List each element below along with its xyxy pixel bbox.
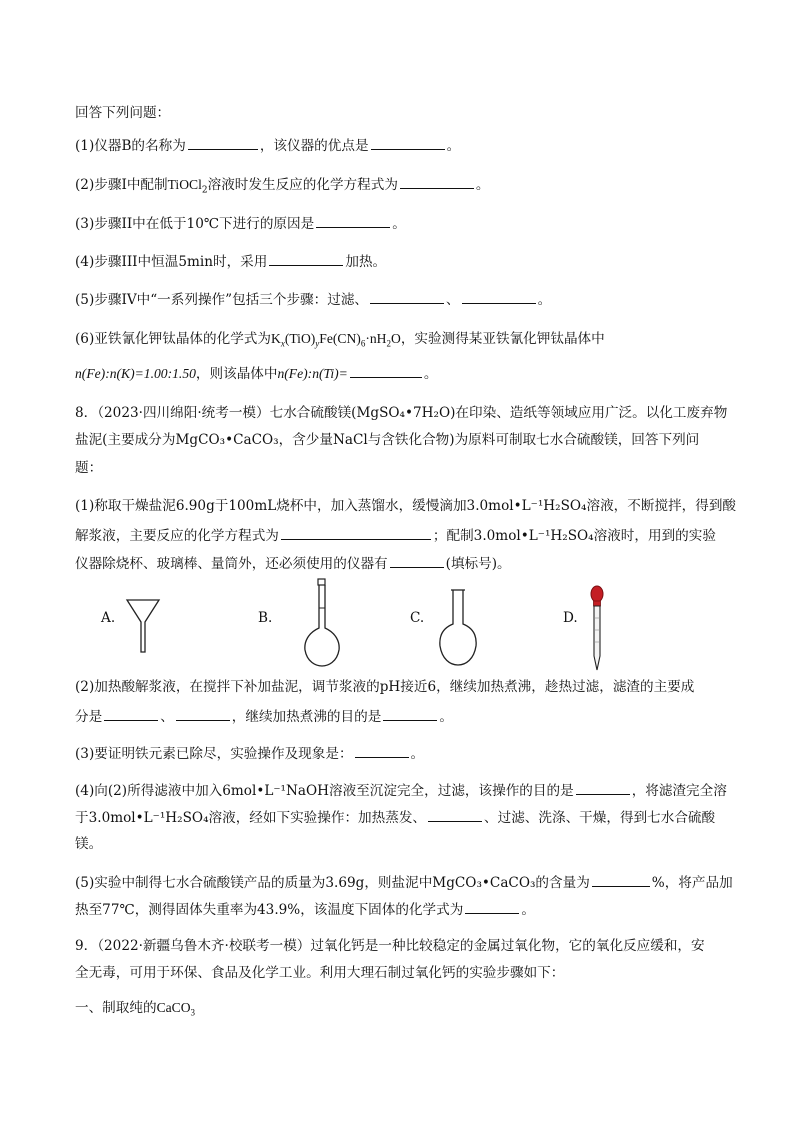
- q7-part3: (3)步骤II中在低于10℃下进行的原因是 。: [75, 213, 406, 233]
- answer-blank[interactable]: [188, 135, 258, 150]
- answer-blank[interactable]: [576, 780, 630, 795]
- answer-blank[interactable]: [316, 213, 390, 228]
- q8-part5-line1: (5)实验中制得七水合硫酸镁产品的质量为3.69g，则盐泥中MgCO₃•CaCO₃的含量为 %，将产品加: [75, 872, 733, 892]
- q7-part5: (5)步骤IV中“一系列操作”包括三个步骤：过滤、 、 。: [75, 289, 551, 309]
- answer-blank[interactable]: [104, 706, 158, 721]
- q8-part5-line2: 热至77℃，测得固体失重率为43.9%，该温度下固体的化学式为 。: [75, 899, 535, 919]
- answer-blank[interactable]: [462, 289, 536, 304]
- answer-blank[interactable]: [370, 289, 444, 304]
- q8-stem-line2: 盐泥(主要成分为MgCO₃•CaCO₃，含少量NaCl与含铁化合物)为原料可制取七水合硫酸镁，回答下列问: [75, 432, 700, 448]
- q7-part1: (1)仪器B的名称为 ，该仪器的优点是 。: [75, 135, 460, 155]
- answer-blank[interactable]: [428, 807, 482, 822]
- q9-stem-line2: 全无毒，可用于环保、食品及化学工业。利用大理石制过氧化钙的实验步骤如下：: [75, 965, 565, 981]
- answer-blank[interactable]: [269, 251, 343, 266]
- document-page: 回答下列问题： (1)仪器B的名称为 ，该仪器的优点是 。 (2)步骤I中配制TiOCl$_2$溶液时发生反应的化学方程式为 。 (3)步骤II中在低于10℃下进行的原因是 。 (4)步骤III中恒温5min时，采用 加热。 (5)步骤IV中“一系列操作”包括三个步骤：过滤、 、 。 (6)亚铁氰化钾钛晶体的化学式为$K_x(TiO)_yFe(CN)_6\cdot nH_2O$，实验测得某亚铁氰化钾钛晶体中 n(Fe):n(K)=1.00:1.50，则该晶体中n(Fe):n(Ti)= 。 8．（2023·四川绵阳·统考一模）七水合硫酸镁(MgSO₄•7H₂O)在印染、造纸等领域应用广泛。以化工废弃物 盐泥(主要成分为MgCO₃•CaCO₃，含少量NaCl与含铁化合物)为原料可制取七水合硫酸镁，回答下列问 题： (1)称取干燥盐泥6.90g于100mL烧杯中，加入蒸馏水，缓慢滴加3.0mol•L⁻¹H₂SO₄溶液，不断搅拌，得到酸 解浆液，主要反应的化学方程式为 ；配制3.0mol•L⁻¹H₂SO₄溶液时，用到的实验 仪器除烧杯、玻璃棒、量筒外，还必须使用的仪器有 (填标号)。 A. B. C. D. (2)加热酸解浆液，在搅拌下补加盐泥，调节浆液的pH接近6，继续加热煮沸，趁热过滤，滤渣的主要成 分是 、 ，继续加热煮沸的目的是 。 (3)要证明铁元素已除尽，实验操作及现象是： 。 (4)向(2)所得滤液中加入6mol•L⁻¹NaOH溶液至沉淀完全，过滤，该操作的目的是 ，将滤渣完全溶 于3.0mol•L⁻¹H₂SO₄溶液，经如下实验操作：加热蒸发、 、过滤、洗涤、干燥，得到七水合硫酸 镁。 (5)实验中制得七水合硫酸镁产品的质量为3.69g，则盐泥中MgCO₃•CaCO₃的含量为 %，将产品加 热至77℃，测得固体失重率为43.9%，该温度下固体的化学式为 。 9．（2022·新疆乌鲁木齐·校联考一模）过氧化钙是一种比较稳定的金属过氧化物，它的氧化反应缓和，安 全无毒，可用于环保、食品及化学工业。利用大理石制过氧化钙的实验步骤如下： 一、制取纯的CaCO$_3$: [75, 105, 737, 1018]
- q8-stem-line3: 题：: [75, 460, 103, 476]
- answer-blank[interactable]: [176, 706, 230, 721]
- q8-part1-line3: 仪器除烧杯、玻璃棒、量筒外，还必须使用的仪器有 (填标号)。: [75, 553, 511, 573]
- answer-blank[interactable]: [355, 743, 409, 758]
- answer-blank[interactable]: [350, 363, 422, 378]
- dropper-icon: [585, 584, 609, 674]
- q8-part4-line3: 镁。: [75, 836, 103, 852]
- round-flask-icon: [438, 588, 478, 668]
- answer-blank[interactable]: [592, 872, 650, 887]
- answer-blank[interactable]: [400, 174, 474, 189]
- q7-part6-line2: n(Fe):n(K)=1.00:1.50，则该晶体中n(Fe):n(Ti)= 。: [75, 363, 437, 383]
- q8-part4-line1: (4)向(2)所得滤液中加入6mol•L⁻¹NaOH溶液至沉淀完全，过滤，该操作的目的是 ，将滤渣完全溶: [75, 780, 727, 800]
- q9-stem-line1: 9．（2022·新疆乌鲁木齐·校联考一模）过氧化钙是一种比较稳定的金属过氧化物，它的氧化反应缓和，安: [75, 938, 705, 954]
- q7-part4: (4)步骤III中恒温5min时，采用 加热。: [75, 251, 386, 271]
- q8-part1-line2: 解浆液，主要反应的化学方程式为 ；配制3.0mol•L⁻¹H₂SO₄溶液时，用到的实验: [75, 525, 716, 545]
- q8-part3: (3)要证明铁元素已除尽，实验操作及现象是： 。: [75, 743, 424, 763]
- intro-text: 回答下列问题：: [75, 105, 171, 121]
- answer-blank[interactable]: [281, 525, 431, 540]
- funnel-icon: [123, 596, 163, 656]
- q8-stem-line1: 8．（2023·四川绵阳·统考一模）七水合硫酸镁(MgSO₄•7H₂O)在印染、造纸等领域应用广泛。以化工废弃物: [75, 405, 728, 421]
- answer-blank[interactable]: [383, 706, 437, 721]
- q8-part1-line1: (1)称取干燥盐泥6.90g于100mL烧杯中，加入蒸馏水，缓慢滴加3.0mol•L⁻¹H₂SO₄溶液，不断搅拌，得到酸: [75, 498, 737, 514]
- answer-blank[interactable]: [390, 553, 444, 568]
- q8-part2-line2: 分是 、 ，继续加热煮沸的目的是 。: [75, 706, 453, 726]
- volumetric-flask-icon: [302, 578, 342, 668]
- q8-part2-line1: (2)加热酸解浆液，在搅拌下补加盐泥，调节浆液的pH接近6，继续加热煮沸，趁热过滤，滤渣的主要成: [75, 679, 695, 695]
- answer-blank[interactable]: [465, 899, 519, 914]
- q8-part4-line2: 于3.0mol•L⁻¹H₂SO₄溶液，经如下实验操作：加热蒸发、 、过滤、洗涤、干燥，得到七水合硫酸: [75, 807, 715, 827]
- answer-blank[interactable]: [371, 135, 445, 150]
- q7-part6-line1: (6)亚铁氰化钾钛晶体的化学式为$K_x(TiO)_yFe(CN)_6\cdot nH_2O$，实验测得某亚铁氰化钾钛晶体中: [75, 331, 605, 349]
- q7-part2: (2)步骤I中配制TiOCl$_2$溶液时发生反应的化学方程式为 。: [75, 174, 490, 194]
- q9-section1-title: 一、制取纯的CaCO$_3$: [75, 1000, 196, 1018]
